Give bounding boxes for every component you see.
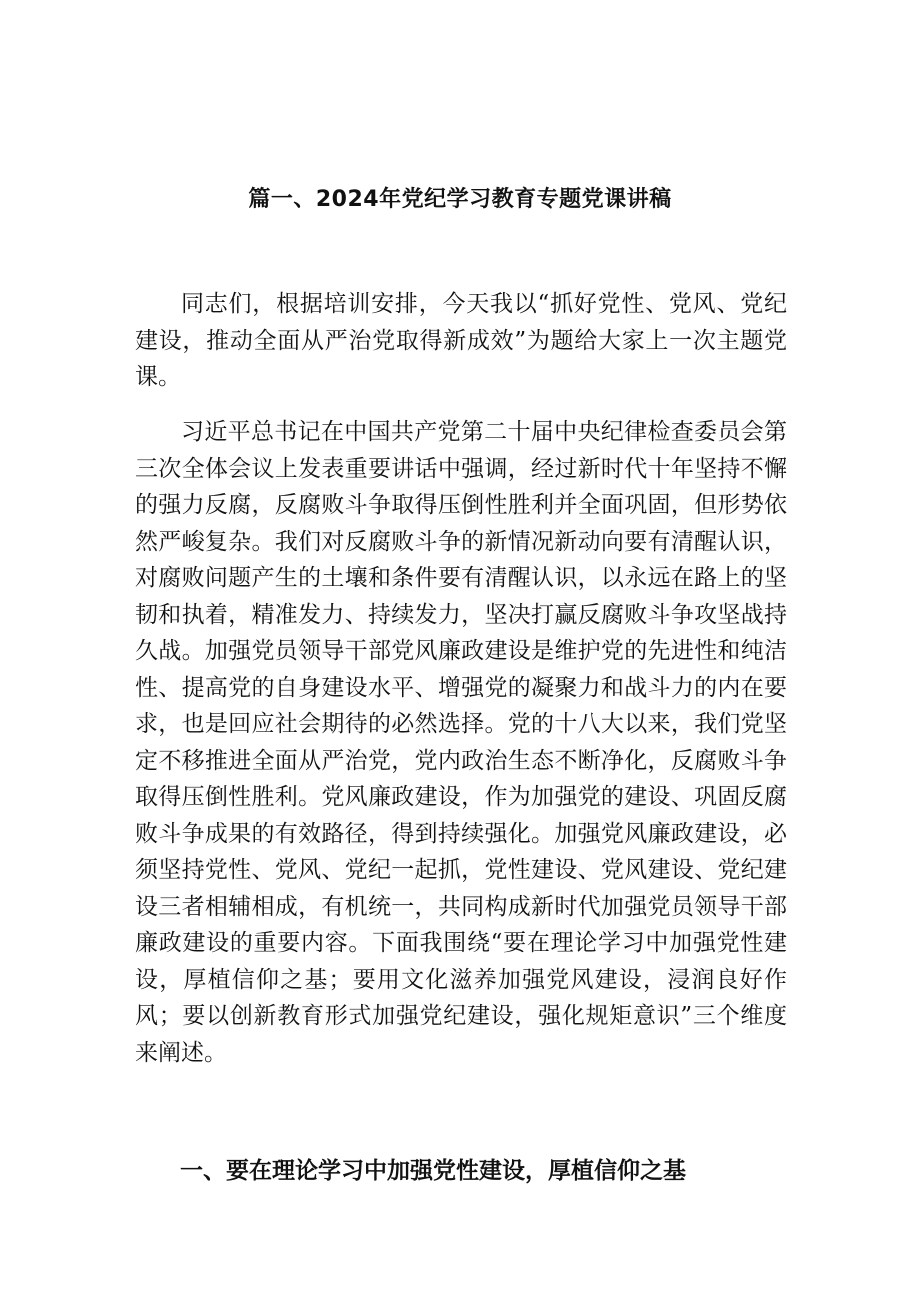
document-title: 篇一、2024年党纪学习教育专题党课讲稿: [248, 187, 672, 212]
section-heading: 一、要在理论学习中加强党性建设，厚植信仰之基: [180, 1158, 686, 1184]
paragraph-main: 习近平总书记在中国共产党第二十届中央纪律检查委员会第三次全体会议上发表重要讲话中强调，经过新时代十年坚持不懈的强力反腐，反腐败斗争取得压倒性胜利并全面巩固，但形势依然严峻复杂。我们对反腐败斗争的新情况新动向要有清醒认识，对腐败问题产生的土壤和条件要有清醒认识，以永远在路上的坚韧和执着，精准发力、持续发力，坚决打赢反腐败斗争攻坚战持久战。加强党员领导干部党风廉政建设是维护党的先进性和纯洁性、提高党的自身建设水平、增强党的凝聚力和战斗力的内在要求，也是回应社会期待的必然选择。党的十八大以来，我们党坚定不移推进全面从严治党，党内政治生态不断净化，反腐败斗争取得压倒性胜利。党风廉政建设，作为加强党的建设、巩固反腐败斗争成果的有效路径，得到持续强化。加强党风廉政建设，必须坚持党性、党风、党纪一起抓，党性建设、党风建设、党纪建设三者相辅相成，有机统一，共同构成新时代加强党员领导干部廉政建设的重要内容。下面我围绕“要在理论学习中加强党性建设，厚植信仰之基；要用文化滋养加强党风建设，浸润良好作风；要以创新教育形式加强党纪建设，强化规矩意识”三个维度来阐述。: [135, 419, 787, 1066]
paragraph-opening: 同志们，根据培训安排，今天我以“抓好党性、党风、党纪建设，推动全面从严治党取得新成效”为题给大家上一次主题党课。: [135, 291, 787, 390]
